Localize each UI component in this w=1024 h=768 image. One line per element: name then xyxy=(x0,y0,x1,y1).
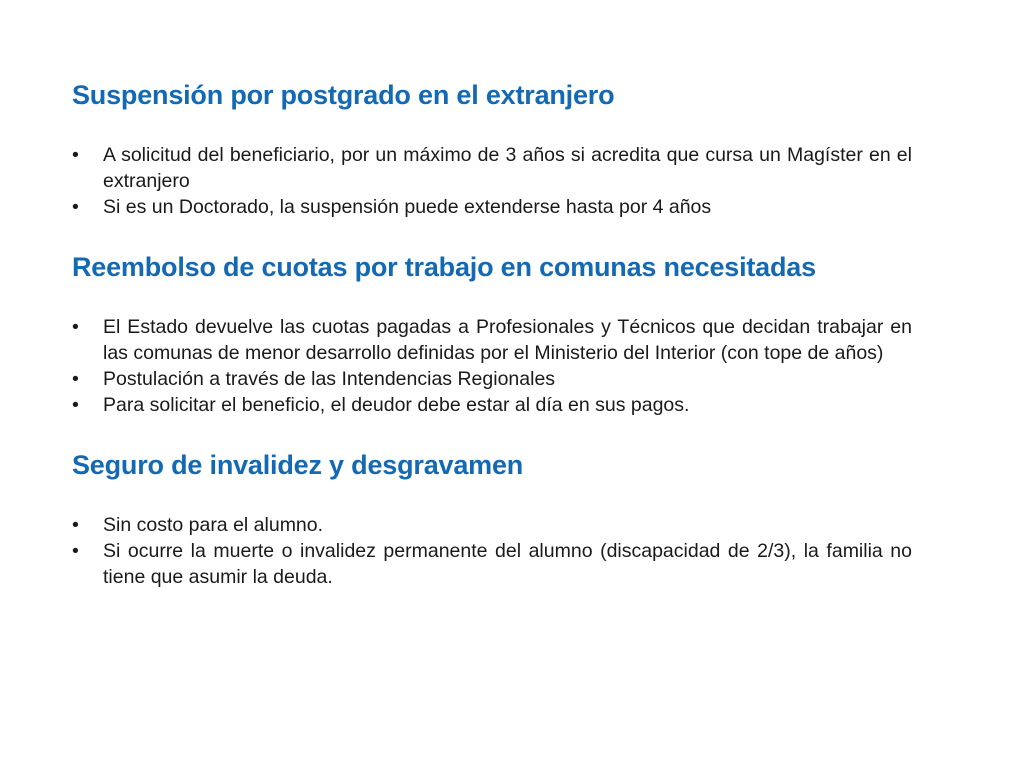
bullet-text: Si ocurre la muerte o invalidez permanente del alumno (discapacidad de 2/3), la familia no tiene que asumir la deuda. xyxy=(103,540,912,588)
slide-content xyxy=(72,78,912,590)
bullet-icon: • xyxy=(72,196,79,218)
section-title-postgrado: Suspensión por postgrado en el extranjero xyxy=(72,80,615,110)
bullet-text: Sin costo para el alumno. xyxy=(103,514,324,536)
bullet-text: Si es un Doctorado, la suspensión puede extenderse hasta por 4 años xyxy=(103,196,712,218)
bullet-text: Para solicitar el beneficio, el deudor debe estar al día en sus pagos. xyxy=(103,394,690,416)
bullet-list-seguro xyxy=(72,512,912,590)
bullet-list-postgrado xyxy=(72,142,912,220)
bullet-text: Postulación a través de las Intendencias Regionales xyxy=(103,368,556,390)
bullet-icon: • xyxy=(72,514,79,536)
bullet-icon: • xyxy=(72,394,79,416)
list-item xyxy=(72,142,912,194)
list-item xyxy=(72,512,912,538)
list-item xyxy=(72,194,912,220)
section-postgrado xyxy=(72,78,912,220)
bullet-icon: • xyxy=(72,144,79,166)
bullet-text: A solicitud del beneficiario, por un máximo de 3 años si acredita que cursa un Magíster en el extranjero xyxy=(103,144,912,192)
list-item xyxy=(72,366,912,392)
bullet-icon: • xyxy=(72,316,79,338)
bullet-icon: • xyxy=(72,540,79,562)
section-seguro xyxy=(72,448,912,590)
list-item xyxy=(72,314,912,366)
list-item xyxy=(72,538,912,590)
section-title-seguro: Seguro de invalidez y desgravamen xyxy=(72,450,524,480)
list-item xyxy=(72,392,912,418)
section-reembolso xyxy=(72,250,912,418)
bullet-text: El Estado devuelve las cuotas pagadas a Profesionales y Técnicos que decidan trabajar en las comunas de menor desarrollo definidas por el Ministerio del Interior (con tope de años) xyxy=(103,316,912,364)
bullet-icon: • xyxy=(72,368,79,390)
section-title-reembolso: Reembolso de cuotas por trabajo en comunas necesitadas xyxy=(72,252,816,282)
bullet-list-reembolso xyxy=(72,314,912,418)
